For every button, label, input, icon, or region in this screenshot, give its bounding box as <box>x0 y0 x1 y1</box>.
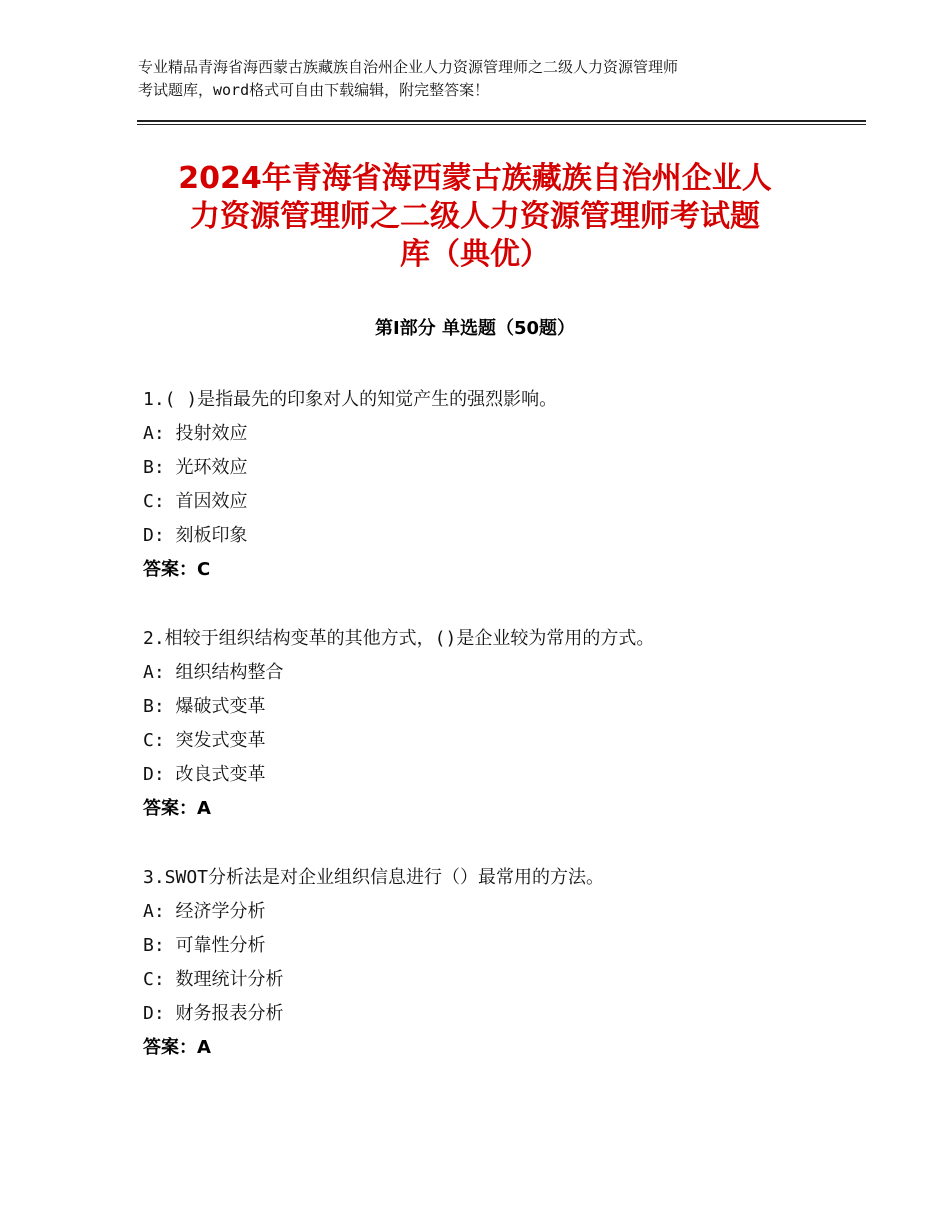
option-a: A: 投射效应 <box>143 423 248 444</box>
option-c: C: 数理统计分析 <box>143 969 284 990</box>
option-d: D: 刻板印象 <box>143 525 248 546</box>
answer: 答案：A <box>143 1037 211 1058</box>
option-a: A: 经济学分析 <box>143 901 266 922</box>
header-divider-thin <box>137 124 866 125</box>
answer: 答案：C <box>143 559 211 580</box>
option-b: B: 光环效应 <box>143 457 248 478</box>
question-stem: 2.相较于组织结构变革的其他方式，()是企业较为常用的方式。 <box>143 628 655 649</box>
header-note-line-1: 专业精品青海省海西蒙古族藏族自治州企业人力资源管理师之二级人力资源管理师 <box>138 58 679 76</box>
question-1 <box>143 383 843 587</box>
option-c: C: 突发式变革 <box>143 730 266 751</box>
option-b: B: 爆破式变革 <box>143 696 266 717</box>
section-title: 第Ⅰ部分 单选题（50题） <box>374 318 575 339</box>
option-c: C: 首因效应 <box>143 491 248 512</box>
question-stem: 1.( )是指最先的印象对人的知觉产生的强烈影响。 <box>143 389 558 410</box>
document-title <box>130 160 820 274</box>
title-line-3: 库（典优） <box>400 237 550 272</box>
option-d: D: 财务报表分析 <box>143 1003 284 1024</box>
option-b: B: 可靠性分析 <box>143 935 266 956</box>
question-2 <box>143 622 843 826</box>
title-line-2: 力资源管理师之二级人力资源管理师考试题 <box>190 199 760 234</box>
question-stem: 3.SWOT分析法是对企业组织信息进行（）最常用的方法。 <box>143 867 605 888</box>
title-line-1: 2024年青海省海西蒙古族藏族自治州企业人 <box>178 161 772 196</box>
option-a: A: 组织结构整合 <box>143 662 284 683</box>
option-d: D: 改良式变革 <box>143 764 266 785</box>
header-divider <box>137 120 866 122</box>
header-note-line-2: 考试题库，word格式可自由下载编辑，附完整答案！ <box>138 81 490 99</box>
header-note <box>138 56 838 102</box>
question-3 <box>143 861 843 1065</box>
answer: 答案：A <box>143 798 211 819</box>
